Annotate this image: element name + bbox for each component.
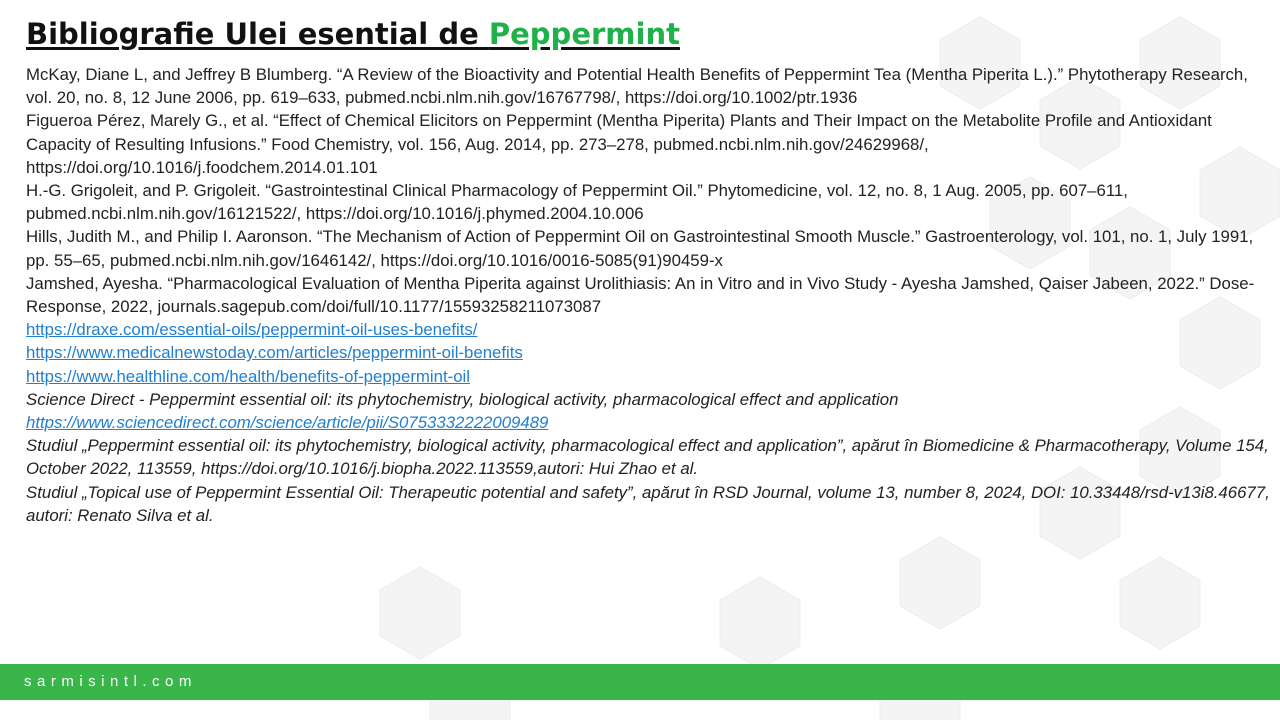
reference-item: Studiul „Topical use of Peppermint Essential Oil: Therapeutic potential and safety”, apărut în RSD Journal, volume 13, number 8, 2024, DOI: 10.33448/rsd-v13i8.46677, autori: Renato Silva et al. bbox=[26, 482, 1270, 525]
reference-item bbox=[26, 411, 1276, 434]
reference-item bbox=[26, 318, 1276, 341]
reference-link-medicalnewstoday[interactable]: https://www.medicalnewstoday.com/articles/peppermint-oil-benefits bbox=[26, 343, 523, 363]
footer-bar bbox=[0, 664, 1280, 700]
reference-item bbox=[26, 365, 1276, 388]
page-title bbox=[26, 14, 680, 54]
reference-list bbox=[26, 63, 1276, 527]
reference-link-healthline[interactable]: https://www.healthline.com/health/benefits-of-peppermint-oil bbox=[26, 366, 470, 386]
title-text: Bibliografie Ulei esential de bbox=[26, 17, 489, 51]
reference-item bbox=[26, 341, 1276, 364]
reference-link-draxe[interactable]: https://draxe.com/essential-oils/peppermint-oil-uses-benefits/ bbox=[26, 320, 478, 340]
reference-item: Science Direct - Peppermint essential oil: its phytochemistry, biological activity, pharmacological effect and application bbox=[26, 389, 899, 409]
title-highlight: Peppermint bbox=[488, 17, 680, 51]
reference-item: McKay, Diane L, and Jeffrey B Blumberg. “A Review of the Bioactivity and Potential Health Benefits of Peppermint Tea (Mentha Piperita L.).” Phytotherapy Research, vol. 20, no. 8, 12 June 2006, pp. 619–633, pubmed.ncbi.nlm.nih.gov/16767798/, https://doi.org/10.1002/ptr.1936 bbox=[26, 65, 1248, 108]
footer-website: sarmisintl.com bbox=[24, 673, 197, 690]
reference-item: Jamshed, Ayesha. “Pharmacological Evaluation of Mentha Piperita against Urolithiasis: An in Vitro and in Vivo Study - Ayesha Jamshed, Qaiser Jabeen, 2022.” Dose-Response, 2022, journals.sagepub.com/doi/full/10.1177/15593258211073087 bbox=[26, 273, 1255, 317]
reference-item: Studiul „Peppermint essential oil: its phytochemistry, biological activity, pharmacological effect and application”, apărut în Biomedicine & Pharmacotherapy, Volume 154, October 2022, 113559, https://doi.org/10.1016/j.biopha.2022.113559,autori: Hui Zhao et al. bbox=[26, 436, 1269, 479]
reference-item: H.-G. Grigoleit, and P. Grigoleit. “Gastrointestinal Clinical Pharmacology of Peppermint Oil.” Phytomedicine, vol. 12, no. 8, 1 Aug. 2005, pp. 607–611, pubmed.ncbi.nlm.nih.gov/16121522/, https://doi.org/10.1016/j.phymed.2004.10.006 bbox=[26, 181, 1128, 224]
reference-link-sciencedirect[interactable]: https://www.sciencedirect.com/science/article/pii/S0753332222009489 bbox=[26, 413, 549, 433]
reference-item: Figueroa Pérez, Marely G., et al. “Effect of Chemical Elicitors on Peppermint (Mentha Piperita) Plants and Their Impact on the Metabolite Profile and Antioxidant Capacity of Resulting Infusions.” Food Chemistry, vol. 156, Aug. 2014, pp. 273–278, pubmed.ncbi.nlm.nih.gov/24629968/, https://doi.org/10.1016/j.foodchem.2014.01.101 bbox=[26, 111, 1212, 177]
reference-item: Hills, Judith M., and Philip I. Aaronson. “The Mechanism of Action of Peppermint Oil on Gastrointestinal Smooth Muscle.” Gastroenterology, vol. 101, no. 1, July 1991, pp. 55–65, pubmed.ncbi.nlm.nih.gov/1646142/, https://doi.org/10.1016/0016-5085(91)90459-x bbox=[26, 227, 1254, 270]
